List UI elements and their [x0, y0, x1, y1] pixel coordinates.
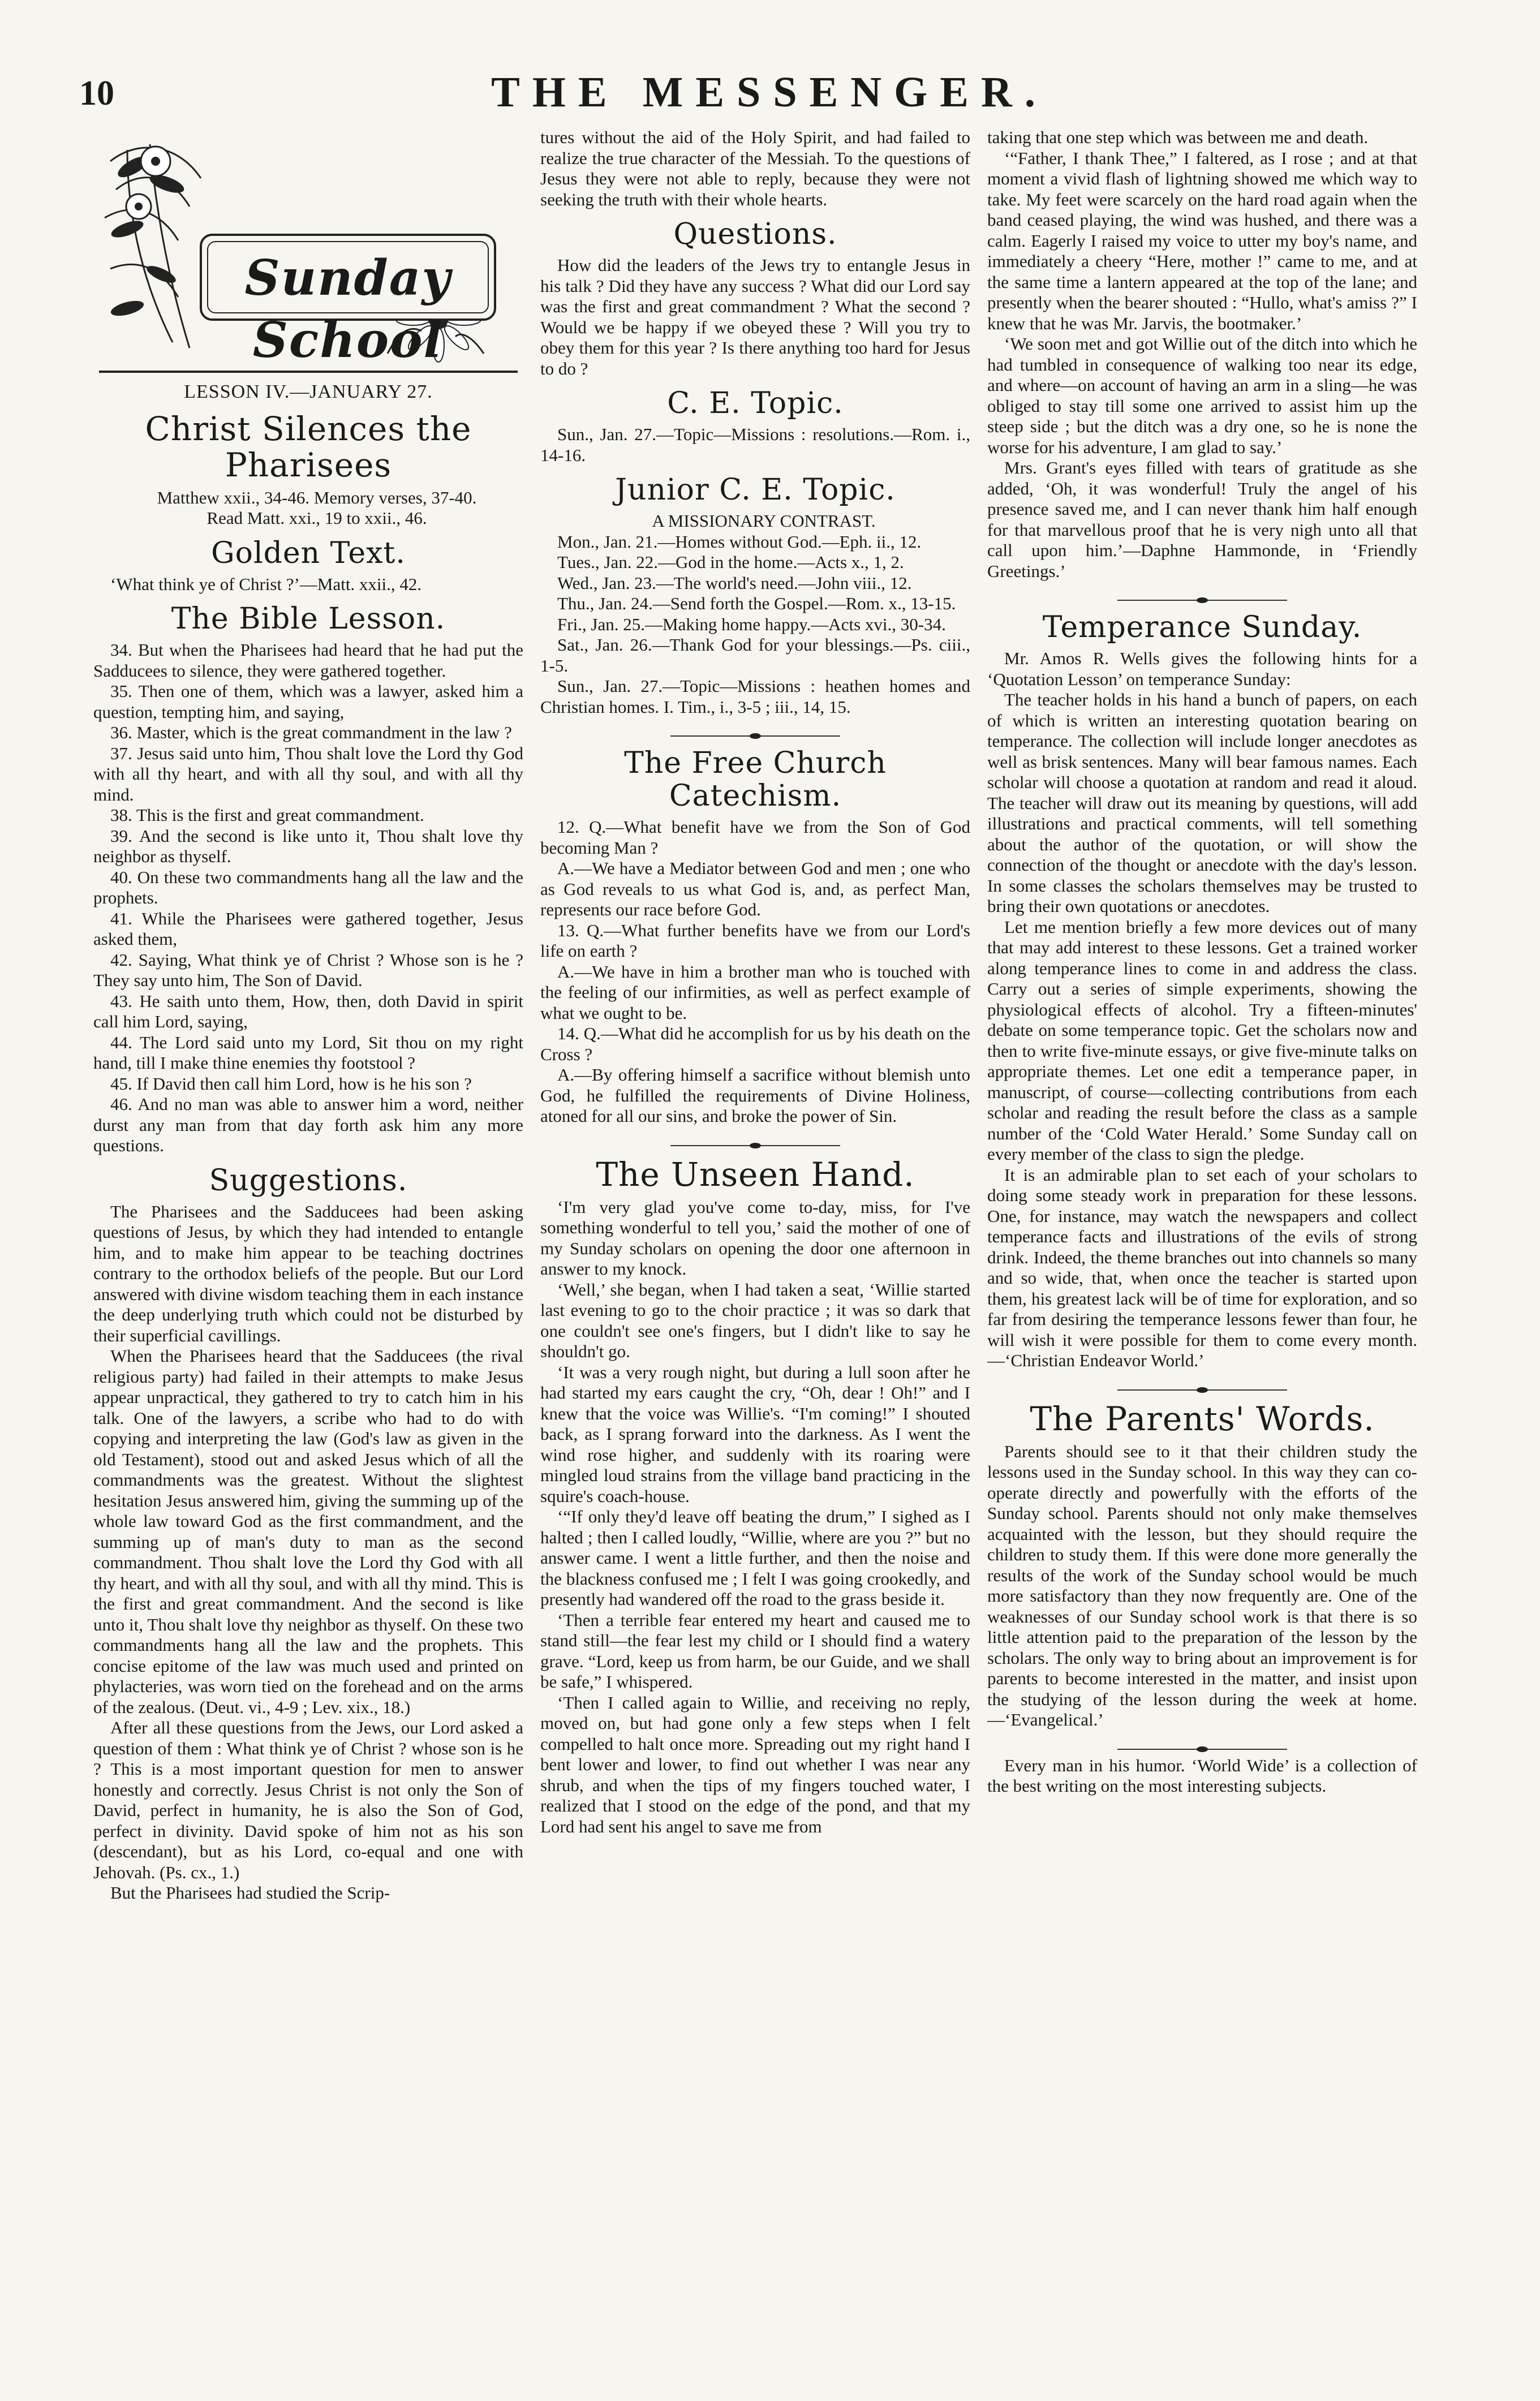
verse: 41. While the Pharisees were gathered together, Jesus asked them, [93, 908, 523, 949]
verse: 45. If David then call him Lord, how is he his son ? [110, 1073, 472, 1094]
page-header [79, 68, 1460, 119]
ce-topic-heading: C. E. Topic. [667, 386, 844, 420]
junior-ce-item: Thu., Jan. 24.—Send forth the Gospel.—Rom. x., 13-15. [557, 593, 956, 613]
catechism-item: 12. Q.—What benefit have we from the Son of God becoming Man ? [540, 817, 970, 858]
unseen-hand-continued: taking that one step which was between me and death. [987, 127, 1369, 147]
temperance-paragraph: The teacher holds in his hand a bunch of papers, on each of which is written an interesting quotation bearing on temperance. The collection will include longer anecdotes as well as brisk sentences. Many will bear famous names. Each scholar will choose a quotation at random and read it aloud. The teacher will draw out its meaning by questions, will add illustrations and practical comments, will tell something about the author of the quotation, or will show the connection of the thought or anecdote with the day's lesson. In some classes the scholars themselves may be trusted to bring their own quotations or anecdotes. [987, 690, 1417, 916]
column-2 [540, 127, 970, 2362]
temperance-paragraph: Mr. Amos R. Wells gives the following hints for a ‘Quotation Lesson’ on temperance Sunday: [987, 648, 1417, 689]
unseen-hand-paragraph: ‘It was a very rough night, but during a lull soon after he had started my ears caught the cry, “Oh, dear ! Oh!” and I knew that the voice was Willie's. “I'm coming!” I shouted back, as I sprang forward into the darkness. As I went the wind rose higher, and suddenly with its roaring were mingled loud strains from the village band practicing in the squire's coach-house. [540, 1362, 970, 1506]
column-1 [93, 127, 523, 2362]
junior-ce-item: Tues., Jan. 22.—God in the home.—Acts x., 1, 2. [557, 552, 904, 572]
section-divider [1117, 597, 1287, 603]
suggestions-paragraph: The Pharisees and the Sadducees had been asking questions of Jesus, by which they had intended to entangle him, and to make him appear to be teaching doctrines contrary to the orthodox beliefs of the people. But our Lord answered with divine wisdom teaching them in each instance the deep underlying truth which could not be disturbed by their superficial cavillings. [93, 1201, 523, 1345]
unseen-hand-paragraph: ‘We soon met and got Willie out of the ditch into which he had tumbled in consequence of walking too near its edge, and where—on account of having an arm in a sling—he was obliged to stay till some one arrived to assist him up the steep side ; but the ditch was a dry one, so he is none the worse for his adventure, I am glad to say.’ [987, 334, 1417, 457]
verse: 38. This is the first and great commandment. [110, 805, 424, 825]
column-3 [987, 127, 1417, 2362]
junior-ce-item: Wed., Jan. 23.—The world's need.—John viii., 12. [557, 573, 912, 593]
junior-ce-item: Sat., Jan. 26.—Thank God for your blessings.—Ps. ciii., 1-5. [540, 635, 970, 675]
suggestions-paragraph: After all these questions from the Jews, our Lord asked a question of them : What think ye of Christ ? whose son is he ? This is a most important question for men to answer honestly and correctly. Jesus Christ is not only the Son of David, perfect in humanity, he is also the Son of God, perfect in divinity. David spoke of him not as his son (descendant), but as his Lord, co-equal and one with Jehovah. (Ps. cx., 1.) [93, 1718, 523, 1882]
bible-lesson-heading: The Bible Lesson. [171, 602, 446, 636]
unseen-hand-paragraph: ‘Then I called again to Willie, and receiving no reply, moved on, but had gone only a few steps when I felt compelled to halt once more. Spreading out my right hand I bent lower and lower, to find out whether I was near any shrub, and when the tips of my fingers touched water, I realized that I stood on the edge of the pond, and that my Lord had sent his angel to save me from [540, 1692, 970, 1836]
suggestions-paragraph: When the Pharisees heard that the Sadducees (the rival religious party) had failed in their attempts to make Jesus appear unpractical, they gathered to try to catch him in his talk. One of the lawyers, a scribe who had to do with copying and interpreting the law (God's law as given in the old Testament), stood out and asked Jesus which of all the commandments was the greatest. Without the slightest hesitation Jesus answered him, giving the summing up of the whole law toward God as the first commandment, and the summing up of man's duty to man as the second commandment. Thou shalt love the Lord thy God with all thy heart, and with all thy soul, and with all thy mind. This is the first and great commandment. And the second is like unto it, Thou shalt love thy neighbor as thyself. On these two commandments hang all the law and the prophets. This concise epitome of the law was much used and printed on phylacteries, was worn tied on the forehead and on the arms of the zealous. (Deut. vi., 4-9 ; Lev. xix., 18.) [93, 1346, 523, 1717]
unseen-hand-paragraph: ‘“Father, I thank Thee,” I faltered, as I rose ; and at that moment a vivid flash of lightning showed me which way to take. My feet were scarcely on the hard road again when the band ceased playing, the wind was hushed, and there was a calm. Eagerly I raised my voice to utter my boy's name, and immediately a cheery “Here, mother !” came to me, and at the same time a lantern appeared at the top of the lane; and presently when the bearer shouted : “Hullo, what's amiss ?” I knew that he was Mr. Jarvis, the bootmaker.’ [987, 148, 1417, 333]
lesson-title: Christ Silences the Pharisees [145, 409, 472, 484]
verse: 34. But when the Pharisees had heard that he had put the Sadducees to silence, they were gathered together. [93, 640, 523, 681]
catechism-item: A.—We have in him a brother man who is touched with the feeling of our infirmities, as well as perfect example of what we ought to be. [540, 961, 970, 1023]
section-divider [1117, 1746, 1287, 1752]
world-wide-note: Every man in his humor. ‘World Wide’ is a collection of the best writing on the most interesting subjects. [987, 1755, 1417, 1796]
verse: 42. Saying, What think ye of Christ ? Whose son is he ? They say unto him, The Son of David. [93, 949, 523, 990]
questions-text: How did the leaders of the Jews try to entangle Jesus in his talk ? Did they have any success ? What did our Lord say was the first and great commandment ? What the second ? Would we be happy if we obeyed these ? Will you try to obey them for this year ? Is there anything too hard for Jesus to do ? [540, 255, 970, 378]
verse: 36. Master, which is the great commandment in the law ? [110, 722, 512, 742]
parents-words-heading: The Parents' Words. [1030, 1399, 1375, 1438]
parents-words-paragraph: Parents should see to it that their children study the lessons used in the Sunday school. In this way they can co-operate directly and powerfully with the efforts of the Sunday school. Parents should not only make themselves acquainted with the lesson, but they should require the children to study them. If this were done more generally the results of the work of the Sunday school would be much more satisfactory than they now frequently are. One of the weaknesses of our Sunday school work is that there is so little attention paid to the preparation of the lesson by the scholars. The only way to bring about an improvement is for parents to become interested in the matter, and insist upon the studying of the lesson during the week at home.—‘Evangelical.’ [987, 1441, 1417, 1729]
verse: 46. And no man was able to answer him a word, neither durst any man from that day forth ask him any more questions. [93, 1094, 523, 1155]
sunday-school-banner [93, 127, 523, 369]
catechism-heading: The Free Church Catechism. [624, 746, 887, 813]
page-number: 10 [79, 74, 114, 113]
golden-text: ‘What think ye of Christ ?’—Matt. xxii., 42. [110, 574, 422, 594]
catechism-item: A.—We have a Mediator between God and men ; one who as God reveals to us what God is, and, as perfect Man, represents our race before God. [540, 858, 970, 919]
suggestions-paragraph: But the Pharisees had studied the Scrip- [110, 1883, 390, 1903]
unseen-hand-paragraph: Mrs. Grant's eyes filled with tears of gratitude as she added, ‘Oh, it was wonderful! Truly the angel of his presence saved me, and I can never thank him half enough for that marvellous proof that he is very nigh unto all that call upon him.’—Daphne Hammonde, in ‘Friendly Greetings.’ [987, 458, 1417, 581]
junior-ce-item: Mon., Jan. 21.—Homes without God.—Eph. ii., 12. [557, 531, 922, 552]
verse: 43. He saith unto them, How, then, doth David in spirit call him Lord, saying, [93, 991, 523, 1031]
suggestions-heading: Suggestions. [209, 1163, 408, 1198]
section-divider [670, 1143, 840, 1148]
section-divider [670, 733, 840, 739]
verse: 37. Jesus said unto him, Thou shalt love the Lord thy God with all thy heart, and with all thy soul, and with all thy mind. [93, 743, 523, 804]
ce-topic-text: Sun., Jan. 27.—Topic—Missions : resolutions.—Rom. i., 14-16. [540, 424, 970, 465]
unseen-hand-paragraph: ‘Well,’ she began, when I had taken a seat, ‘Willie started last evening to go to the choir practice ; it was so dark that one couldn't see one's fingers, but I didn't like to say he shouldn't go. [540, 1279, 970, 1361]
unseen-hand-paragraph: ‘Then a terrible fear entered my heart and caused me to stand still—the fear lest my child or I should find a watery grave. “Lord, keep us from harm, be our Guide, and we shall be safe,” I whispered. [540, 1610, 970, 1692]
verse: 35. Then one of them, which was a lawyer, asked him a question, tempting him, and saying, [93, 681, 523, 722]
masthead: THE MESSENGER. [491, 68, 1048, 116]
junior-ce-subheading: A MISSIONARY CONTRAST. [652, 511, 876, 531]
banner-title: Sunday School [244, 249, 451, 369]
lesson-label: LESSON IV.—JANUARY 27. [184, 381, 433, 402]
unseen-hand-paragraph: ‘“If only they'd leave off beating the drum,” I sighed as I halted ; then I called loudly, “Willie, where are you ?” but no answer came. I went a little further, and then the noise and the blackness confused me ; I felt I was going crookedly, and presently had wandered off the road to the grass beside it. [540, 1507, 970, 1609]
verse: 44. The Lord said unto my Lord, Sit thou on my right hand, till I make thine enemies thy footstool ? [93, 1032, 523, 1073]
catechism-item: 13. Q.—What further benefits have we from our Lord's life on earth ? [540, 920, 970, 961]
junior-ce-item: Sun., Jan. 27.—Topic—Missions : heathen homes and Christian homes. I. Tim., i., 3-5 ; iii., 14, 15. [540, 676, 970, 717]
verse: 40. On these two commandments hang all the law and the prophets. [93, 867, 523, 907]
temperance-heading: Temperance Sunday. [1042, 610, 1362, 644]
section-divider [1117, 1387, 1287, 1393]
catechism-item: A.—By offering himself a sacrifice without blemish unto God, he fulfilled the requirements of Divine Holiness, atoned for all our sins, and broke the power of Sin. [540, 1065, 970, 1126]
unseen-hand-heading: The Unseen Hand. [596, 1155, 915, 1194]
lesson-reading: Read Matt. xxi., 19 to xxii., 46. [207, 508, 427, 528]
lesson-reference: Matthew xxii., 34-46. Memory verses, 37-40. [157, 487, 477, 507]
questions-heading: Questions. [673, 217, 837, 251]
junior-ce-item: Fri., Jan. 25.—Making home happy.—Acts xvi., 30-34. [557, 614, 946, 634]
temperance-paragraph: It is an admirable plan to set each of your scholars to doing some steady work in preparation for these lessons. One, for instance, may watch the newspapers and collect temperance facts and illustrations of the evils of strong drink. Indeed, the theme branches out into channels so many and so wide, that, when once the teacher is started upon them, his greatest lack will be of time for exploration, and so far from desiring the temperance lessons fewer than four, he will wish it were possible for them to come every month.—‘Christian Endeavor World.’ [987, 1164, 1417, 1370]
junior-ce-heading: Junior C. E. Topic. [615, 473, 896, 507]
verse: 39. And the second is like unto it, Thou shalt love thy neighbor as thyself. [93, 825, 523, 866]
suggestions-continued: tures without the aid of the Holy Spirit, and had failed to realize the true character of the Messiah. To the questions of Jesus they were not able to reply, because they were not seeking the truth with their whole hearts. [540, 127, 970, 209]
unseen-hand-paragraph: ‘I'm very glad you've come to-day, miss, for I've something wonderful to tell you,’ said the mother of one of my Sunday scholars on opening the door one afternoon in answer to my knock. [540, 1197, 970, 1279]
catechism-item: 14. Q.—What did he accomplish for us by his death on the Cross ? [540, 1023, 970, 1064]
temperance-paragraph: Let me mention briefly a few more devices out of many that may add interest to these lessons. Get a trained worker along temperance lines to come in and address the class. Carry out a series of simple experiments, showing the physiological effects of alcohol. Try a fifteen-minutes' debate on some temperance topic. Get the scholars now and then to write five-minute essays, or give five-minute talks on appropriate themes. Let one edit a temperance paper, in manuscript, of course—collecting contributions from each scholar and reading the result before the class as a sample number of the ‘Cold Water Herald.’ Some Sunday call on every member of the class to sign the pledge. [987, 916, 1417, 1164]
golden-text-heading: Golden Text. [211, 536, 406, 570]
